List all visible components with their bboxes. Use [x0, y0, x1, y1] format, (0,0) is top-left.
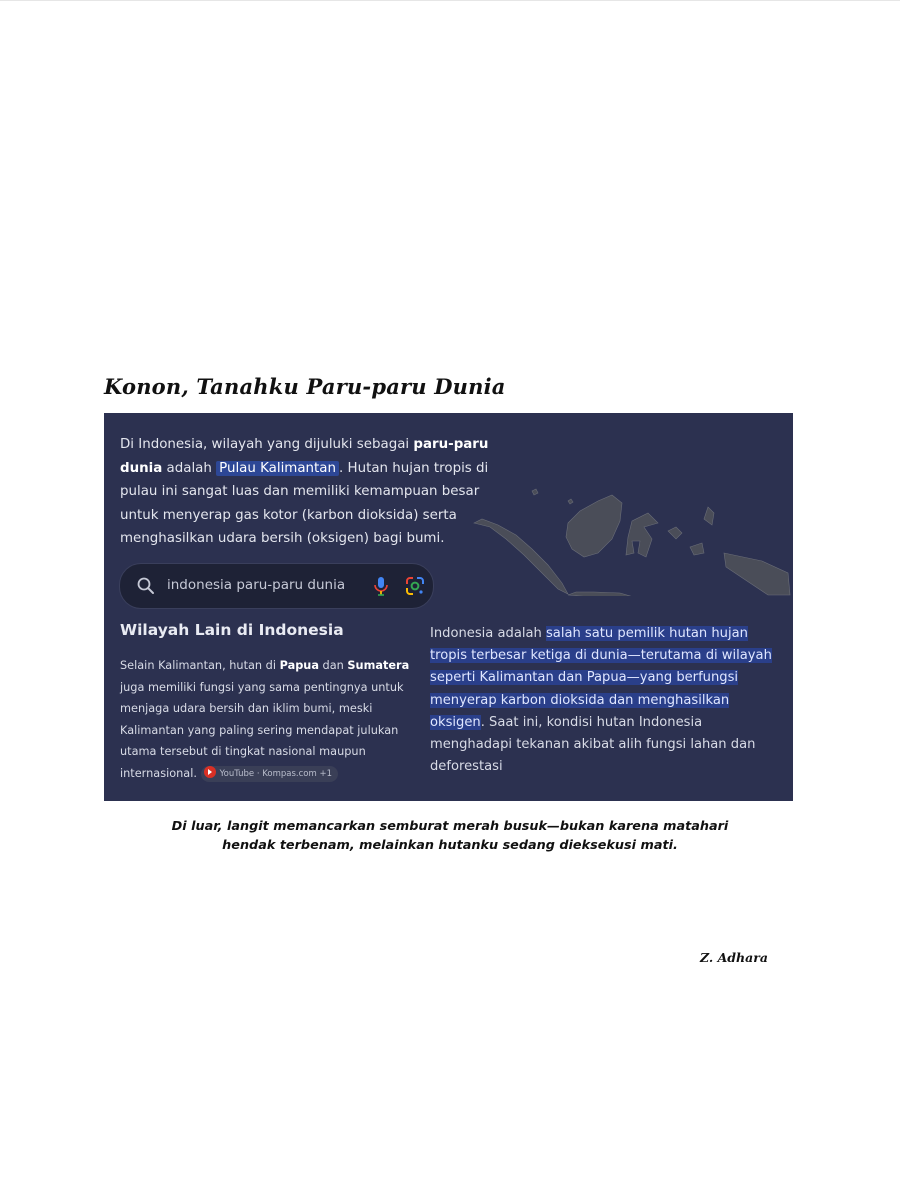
intro-text-1: Di Indonesia, wilayah yang dijuluki sebagai [120, 437, 414, 452]
right-paragraph [430, 623, 786, 778]
highlight-forest-fact: salah satu pemilik hutan hujan tropis terbesar ketiga di dunia—terutama di wilayah seperti Kalimantan dan Papua—yang berfungsi menyerap karbon dioksida dan menghasilkan oksigen [430, 626, 772, 730]
caption-line-1: Di luar, langit memancarkan semburat merah busuk—bukan karena matahari [171, 819, 729, 834]
caption [110, 817, 790, 855]
search-bar[interactable] [119, 563, 434, 609]
source-chip-label: YouTube · Kompas.com +1 [219, 768, 332, 779]
left-bold-sumatera: Sumatera [347, 659, 410, 672]
highlight-kalimantan: Pulau Kalimantan [216, 461, 339, 476]
left-text-1: Selain Kalimantan, hutan di [120, 659, 280, 672]
intro-text-3: . Hutan hujan tropis di pulau ini sangat luas dan memiliki kemampuan besar untuk menyerap gas kotor (karbon dioksida) serta menghasilkan udara bersih (oksigen) bagi bumi. [120, 460, 489, 546]
section-heading: Wilayah Lain di Indonesia [120, 621, 344, 639]
search-icon [136, 576, 156, 596]
left-text-3: juga memiliki fungsi yang sama pentingnya untuk menjaga udara bersih dan iklim bumi, meski Kalimantan yang paling sering mendapat julukan utama tersebut di tingkat nasional maupun internasional. [120, 680, 404, 780]
left-text-2: dan [318, 659, 348, 672]
intro-paragraph [120, 433, 520, 551]
intro-text-2: adalah [162, 460, 217, 476]
intro-bold-term: paru-paru dunia [120, 437, 489, 476]
left-paragraph [120, 655, 425, 784]
google-lens-icon[interactable] [404, 575, 426, 597]
author-signature: Z. Adhara [700, 950, 768, 965]
microphone-icon[interactable] [372, 575, 390, 597]
youtube-icon [204, 766, 216, 778]
right-text-1: Indonesia adalah [430, 626, 546, 641]
top-divider [0, 0, 900, 1]
right-text-2: . Saat ini, kondisi hutan Indonesia menghadapi tekanan akibat alih fungsi lahan dan deforestasi [430, 714, 756, 775]
left-bold-papua: Papua [279, 659, 319, 672]
page-title: Konon, Tanahku Paru-paru Dunia [104, 374, 506, 399]
caption-line-2: hendak terbenam, melainkan hutanku sedang dieksekusi mati. [222, 838, 678, 853]
search-query-text[interactable]: indonesia paru-paru dunia [167, 577, 346, 593]
source-chip[interactable] [201, 766, 338, 782]
indonesia-map-image [472, 461, 792, 596]
search-result-screenshot [104, 413, 793, 801]
